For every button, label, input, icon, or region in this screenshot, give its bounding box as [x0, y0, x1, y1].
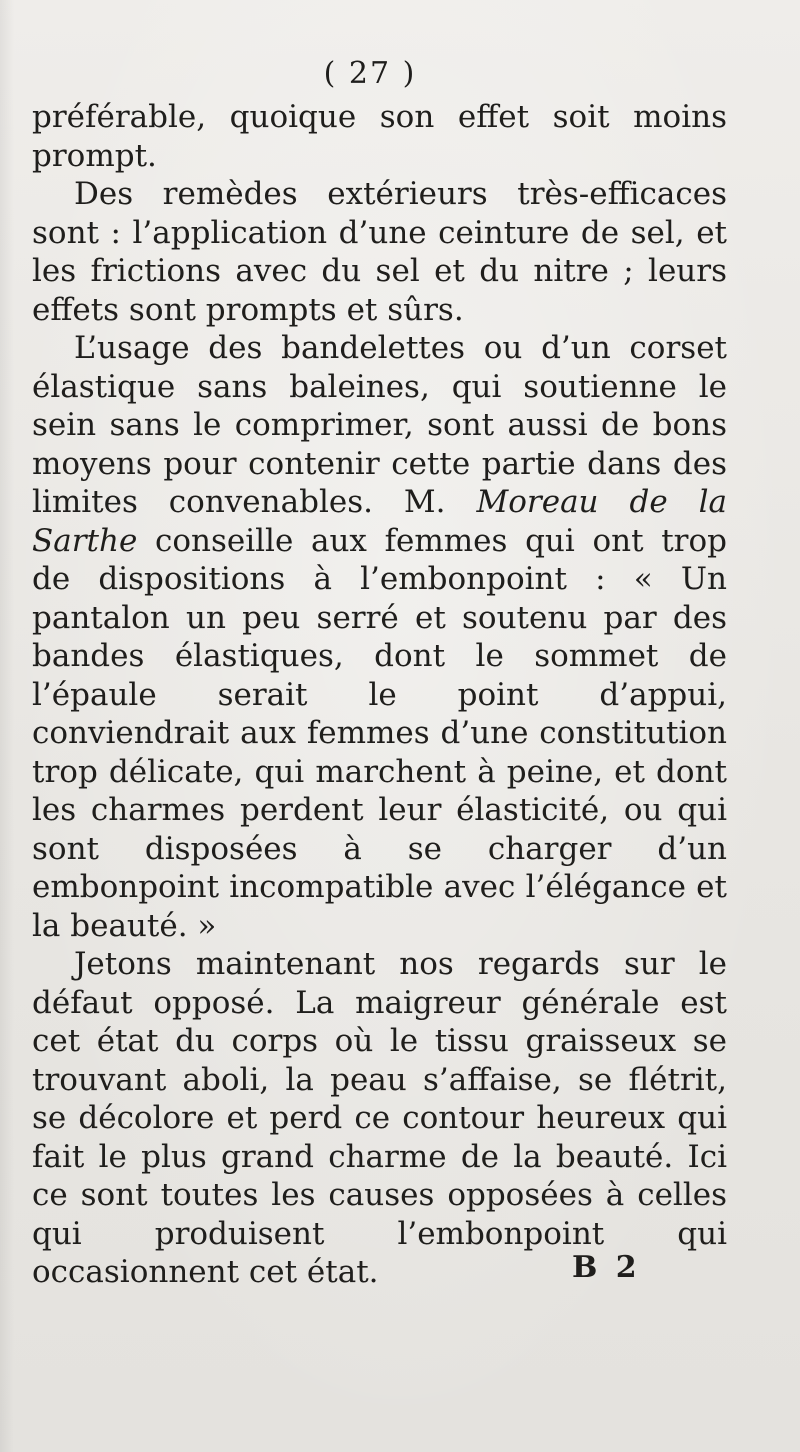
signature-mark: B 2 [572, 1250, 641, 1285]
paragraph-corset-text: L’usage des bandelettes ou d’un corset élastique sans baleines, qui soutienne le sein sans le comprimer, sont aussi de bons moyens pour contenir cette partie dans des limites convenables. M. [32, 330, 727, 520]
author-name: Moreau de la Sarthe [32, 484, 728, 559]
paragraph-corset [32, 329, 727, 945]
page-number: ( 27 ) [323, 56, 417, 91]
page-edge-shadow [0, 0, 14, 1452]
body-text [32, 98, 727, 1292]
paragraph-thinness: Jetons maintenant nos regards sur le défaut opposé. La maigreur générale est cet état du corps où le tissu graisseux se trouvant aboli, la peau s’affaise, se flétrit, se décolore et perd ce contour heureux qui fait le plus grand charme de la beauté. Ici ce sont toutes les causes opposées à celles qui produisent l’embonpoint qui occasionnent cet état. [32, 946, 727, 1290]
paragraph-remedies: Des remèdes extérieurs très-efficaces sont : l’application d’une ceinture de sel, et les frictions avec du sel et du nitre ; leurs effets sont prompts et sûrs. [32, 176, 727, 328]
paragraph-continuation: préférable, quoique son effet soit moins prompt. [32, 99, 727, 174]
quotation-text: conseille aux femmes qui ont trop de dispositions à l’embonpoint : « Un pantalon un peu serré et soutenu par des bandes élastiques, dont le sommet de l’épaule serait le point d’appui, conviendrait aux femmes d’une constitution trop délicate, qui marchent à peine, et dont les charmes perdent leur élasticité, ou qui sont disposées à se charger d’un embonpoint incompatible avec l’élégance et la beauté. » [32, 522, 728, 944]
